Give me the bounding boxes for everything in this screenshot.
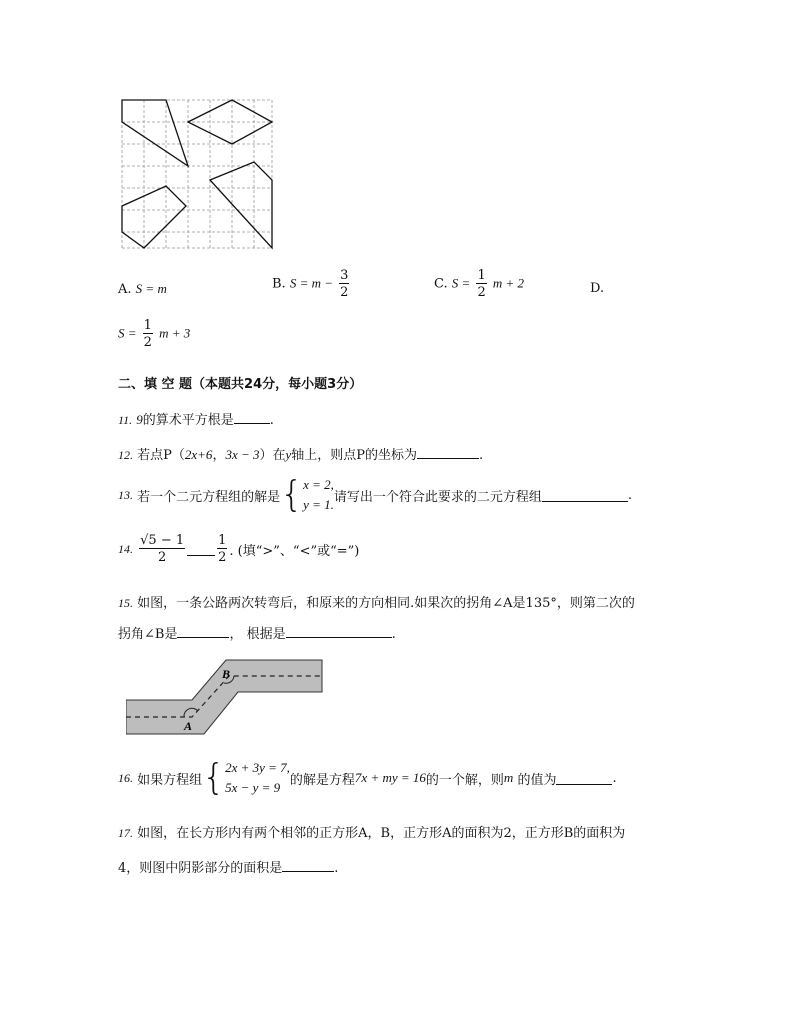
shape-triangle	[122, 100, 188, 166]
answer-blank	[542, 489, 628, 502]
q16-text-2: 的解是方程	[289, 772, 355, 788]
q14-fraction-2: $\frac{1}{2}$	[218, 533, 227, 565]
label-a: A	[184, 719, 193, 733]
q12-text-3: 轴上，则点P的坐标为	[291, 448, 418, 463]
question-number: 13.	[118, 487, 133, 502]
q13-line-2: y = 1.	[303, 497, 334, 512]
option-d-expr-left: S =	[118, 325, 137, 341]
option-a-expr: S = m	[135, 281, 167, 296]
q16-var: m	[503, 770, 514, 785]
q14-hint: . (填“>”、“<”或“=”)	[229, 543, 360, 559]
brace: {	[280, 474, 304, 515]
q13-text: 若一个二元方程组的解是	[137, 489, 281, 505]
option-d-label: D.	[590, 281, 605, 296]
q11-number: 9	[136, 412, 143, 427]
q17-text: 如图，在长方形内有两个相邻的正方形A，B，正方形A的面积为2，正方形B的面积为	[137, 826, 626, 841]
q12-sep: ，	[212, 448, 226, 463]
question-17-line-1	[118, 822, 625, 841]
option-b-fraction: $\frac{3}{2}$	[340, 268, 349, 300]
question-15-line-1	[118, 592, 635, 611]
grid-shapes-figure	[118, 96, 278, 252]
q16-line-1: 2x + 3y = 7,	[225, 760, 290, 775]
option-c-fraction: $\frac{1}{2}$	[477, 268, 486, 300]
question-12	[118, 444, 483, 463]
option-d-fraction: $\frac{1}{2}$	[143, 318, 152, 350]
question-17-line-2	[118, 857, 338, 876]
shape-pentagon	[122, 186, 186, 248]
option-c-expr-right: m + 2	[492, 275, 525, 291]
option-d-expr-right: m + 3	[159, 325, 191, 341]
label-b: B	[222, 667, 231, 681]
answer-blank	[286, 625, 392, 638]
period: .	[627, 487, 633, 503]
period: .	[269, 413, 274, 428]
question-11	[118, 409, 274, 428]
question-13	[118, 475, 632, 515]
question-16	[118, 758, 617, 798]
option-c-expr-left: S =	[451, 275, 471, 291]
question-14	[118, 534, 359, 564]
q16-text-3: 的一个解，则	[425, 772, 504, 788]
q17-text-2: 4，则图中阴影部分的面积是	[118, 861, 283, 876]
q13-system	[303, 475, 334, 515]
question-number: 16.	[118, 770, 133, 785]
q12-var: y	[285, 447, 292, 462]
option-d	[118, 319, 190, 349]
question-15-line-2	[118, 623, 396, 642]
question-number: 11.	[118, 413, 133, 427]
q13-text-2: 请写出一个符合此要求的二元方程组	[333, 489, 542, 505]
q12-text: 若点P（	[137, 448, 185, 463]
q16-text-4: 的值为	[517, 772, 557, 788]
answer-blank	[282, 859, 334, 872]
q16-system	[225, 758, 290, 798]
q15-text: 如图，一条公路两次转弯后，和原来的方向相同.如果次的拐角∠A是135°，则第二次的	[137, 596, 635, 611]
q16-line-2: 5x − y = 9	[225, 780, 281, 795]
question-number: 14.	[118, 541, 133, 556]
section-title: 二、填 空 题（本题共24分，每小题3分）	[118, 377, 363, 392]
period: .	[334, 861, 339, 876]
q12-text-2: ）在	[259, 448, 286, 463]
road-figure	[126, 656, 326, 742]
option-b-expr: S = m −	[289, 275, 334, 291]
option-a	[118, 281, 167, 297]
shape-quadrilateral	[210, 162, 272, 248]
q16-equation: 7x + my = 16	[354, 770, 426, 785]
q15-text-3: ， 根据是	[229, 627, 286, 642]
q15-text-2: 拐角∠B是	[118, 627, 178, 642]
period: .	[612, 770, 617, 786]
answer-blank	[234, 411, 270, 424]
answer-blank	[556, 772, 612, 785]
option-c-label: C.	[434, 276, 448, 292]
option-b-label: B.	[272, 276, 286, 292]
question-number: 17.	[118, 826, 133, 840]
question-number: 15.	[118, 596, 133, 610]
option-c	[434, 269, 524, 299]
answer-blank	[177, 625, 229, 638]
answer-blank	[187, 543, 215, 556]
question-number: 12.	[118, 448, 133, 462]
q16-text: 如果方程组	[137, 772, 203, 788]
period: .	[479, 448, 484, 463]
q13-line-1: x = 2,	[303, 477, 334, 492]
period: .	[391, 627, 396, 642]
q12-expr-1: 2x+6	[184, 447, 213, 462]
brace: {	[202, 757, 226, 798]
option-b	[272, 269, 351, 299]
q14-fraction-1: $\frac{√5 - 1}{2}$	[140, 533, 185, 565]
answer-blank	[417, 446, 479, 459]
option-a-label: A.	[118, 282, 132, 297]
q11-text: 的算术平方根是	[142, 413, 234, 428]
q12-expr-2: 3x − 3	[225, 447, 260, 462]
